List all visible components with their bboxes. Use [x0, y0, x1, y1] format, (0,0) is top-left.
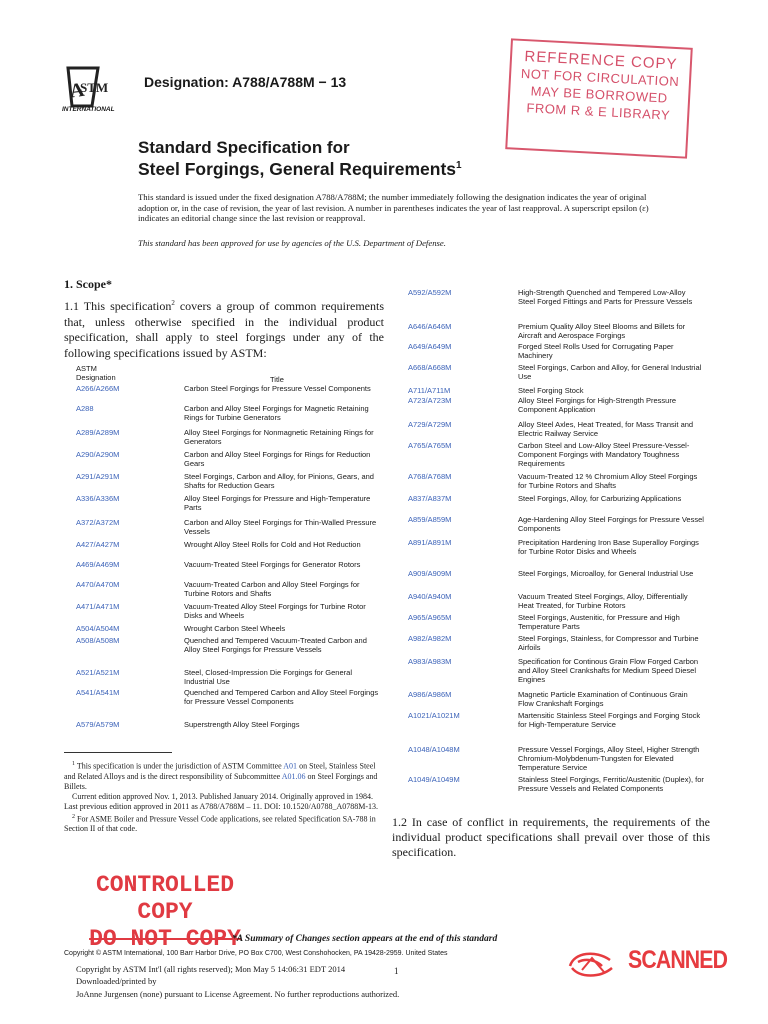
spec-designation-link[interactable]: A940/A940M — [408, 592, 452, 601]
spec-title: Vacuum-Treated Alloy Steel Forgings for Turbine Rotor Disks and Wheels — [184, 602, 366, 620]
spec-designation-link[interactable]: A649/A649M — [408, 342, 452, 351]
spec-title: Superstrength Alloy Steel Forgings — [184, 720, 300, 729]
footnotes — [64, 759, 386, 834]
astm-logo — [62, 62, 140, 118]
spec-designation-link[interactable]: A372/A372M — [76, 518, 120, 527]
spec-title: Steel Forgings, Alloy, for Carburizing Applications — [518, 494, 682, 503]
spec-title: Vacuum-Treated Steel Forgings for Generator Rotors — [184, 560, 361, 569]
spec-designation-link[interactable]: A470/A470M — [76, 580, 120, 589]
spec-title: Premium Quality Alloy Steel Blooms and Billets for Aircraft and Aerospace Forgings — [518, 322, 686, 340]
spec-title: Alloy Steel Forgings for Nonmagnetic Retaining Rings for Generators — [184, 428, 374, 446]
spec-designation-link[interactable]: A1021/A1021M — [408, 711, 460, 720]
spec-title: Steel, Closed-Impression Die Forgings for General Industrial Use — [184, 668, 352, 686]
designation: Designation: A788/A788M − 13 — [144, 74, 347, 90]
spec-title: Specification for Continous Grain Flow Forged Carbon and Alloy Steel Crankshafts for Medium Speed Diesel Engines — [518, 657, 699, 684]
spec-title: Wrought Alloy Steel Rolls for Cold and Hot Reduction — [184, 540, 361, 549]
spec-designation-link[interactable]: A336/A336M — [76, 494, 120, 503]
title-line-1: Standard Specification for — [138, 138, 350, 157]
copyright-line: Copyright © ASTM International, 100 Barr Harbor Drive, PO Box C700, West Conshohocken, PA 19428-2959. United States — [64, 950, 448, 957]
spec-title: High-Strength Quenched and Tempered Low-Alloy Steel Forged Fittings and Parts for Pressure Vessels — [518, 288, 693, 306]
footnote-1: $^1$ This specification is under the jurisdiction of ASTM Committee A01 on Steel, Stainless Steel and Related Alloys and is the direct responsibility of Subcommittee A01.06 on Steel Forgings and Billets. — [64, 761, 378, 791]
spec-title: Wrought Carbon Steel Wheels — [184, 624, 286, 633]
spec-title: Vacuum-Treated Carbon and Alloy Steel Forgings for Turbine Rotors and Shafts — [184, 580, 360, 598]
spec-title: Quenched and Tempered Carbon and Alloy Steel Forgings for Pressure Vessel Components — [184, 688, 379, 706]
spec-designation-link[interactable]: A291/A291M — [76, 472, 120, 481]
spec-title: Steel Forgings, Microalloy, for General Industrial Use — [518, 569, 694, 578]
scanned-stamp-text: SCANNED — [628, 946, 728, 974]
section-heading-scope: 1. Scope* — [64, 277, 112, 291]
spec-title: Alloy Steel Axles, Heat Treated, for Mass Transit and Electric Railway Service — [518, 420, 694, 438]
spec-title: Martensitic Stainless Steel Forgings and Forging Stock for High-Temperature Service — [518, 711, 701, 729]
column-header-line: Designation — [76, 373, 116, 382]
spec-designation-link[interactable]: A668/A668M — [408, 363, 452, 372]
logo-subtitle: INTERNATIONAL — [62, 106, 115, 113]
spec-designation-link[interactable]: A891/A891M — [408, 538, 452, 547]
spec-designation-link[interactable]: A729/A729M — [408, 420, 452, 429]
spec-title: Carbon and Alloy Steel Forgings for Rings for Reduction Gears — [184, 450, 371, 468]
footnote-mark: 2 — [171, 299, 175, 307]
scope-paragraph-1-1 — [64, 296, 384, 361]
spec-title: Carbon and Alloy Steel Forgings for Magnetic Retaining Rings for Turbine Generators — [184, 404, 369, 422]
spec-title: Quenched and Tempered Vacuum-Treated Carbon and Alloy Steel Forgings for Pressure Vessels — [184, 636, 367, 654]
svg-text:A: A — [68, 78, 86, 103]
spec-title: Steel Forgings, Stainless, for Compressor and Turbine Airfoils — [518, 634, 699, 652]
spec-title: Carbon Steel Forgings for Pressure Vessel Components — [184, 384, 371, 393]
spec-designation-link[interactable]: A909/A909M — [408, 569, 452, 578]
spec-designation-link[interactable]: A965/A965M — [408, 613, 452, 622]
stamp-line: DO NOT COPY — [89, 926, 241, 952]
spec-designation-link[interactable]: A986/A986M — [408, 690, 452, 699]
footnote-text: For ASME Boiler and Pressure Vessel Code applications, see related Specification SA-788 in Section II of that code. — [64, 814, 376, 834]
spec-designation-link[interactable]: A266/A266M — [76, 384, 120, 393]
spec-title: Alloy Steel Forgings for High-Strength Pressure Component Application — [518, 396, 676, 414]
scope-paragraph-1-2: 1.2 In case of conflict in requirements, the requirements of the individual product specifications shall prevail over those of this specification. — [392, 815, 710, 859]
spec-designation-link[interactable]: A982/A982M — [408, 634, 452, 643]
footnote-text: This specification is under the jurisdiction of ASTM Committee — [76, 761, 284, 771]
spec-designation-link[interactable]: A983/A983M — [408, 657, 452, 666]
svg-text:STM: STM — [80, 80, 109, 95]
spec-title: Steel Forgings, Carbon and Alloy, for General Industrial Use — [518, 363, 702, 381]
spec-designation-link[interactable]: A427/A427M — [76, 540, 120, 549]
spec-designation-link[interactable]: A579/A579M — [76, 720, 120, 729]
stamp-line: MAY BE BORROWED — [530, 83, 669, 106]
table-column-header-title: Title — [270, 375, 284, 384]
spec-designation-link[interactable]: A768/A768M — [408, 472, 452, 481]
spec-designation-link[interactable]: A521/A521M — [76, 668, 120, 677]
title-line-2 — [138, 159, 462, 180]
summary-of-changes-note: *A Summary of Changes section appears at the end of this standard — [232, 934, 498, 944]
spec-designation-link[interactable]: A504/A504M — [76, 624, 120, 633]
spec-designation-link[interactable]: A508/A508M — [76, 636, 120, 645]
footnote-divider — [64, 752, 172, 753]
spec-designation-link[interactable]: A1049/A1049M — [408, 775, 460, 784]
spec-designation-link[interactable]: A1048/A1048M — [408, 745, 460, 754]
spec-title: Steel Forging Stock — [518, 386, 584, 395]
spec-designation-link[interactable]: A723/A723M — [408, 396, 452, 405]
spec-designation-link[interactable]: A469/A469M — [76, 560, 120, 569]
stamp-line: COPY — [137, 899, 193, 925]
committee-link[interactable]: A01 — [283, 761, 298, 771]
table-column-header-designation — [76, 364, 116, 382]
spec-designation-link[interactable]: A837/A837M — [408, 494, 452, 503]
spec-title: Steel Forgings, Austenitic, for Pressure and High Temperature Parts — [518, 613, 680, 631]
download-info: Downloaded/printed by — [76, 976, 157, 986]
spec-designation-link[interactable]: A288 — [76, 404, 94, 413]
spec-title: Pressure Vessel Forgings, Alloy Steel, Higher Strength Chromium-Molybdenum-Tungsten for Elevated Temperature Service — [518, 745, 700, 772]
download-info: Copyright by ASTM Int'l (all rights reserved); Mon May 5 14:06:31 EDT 2014 — [76, 964, 346, 974]
reference-copy-stamp — [505, 38, 693, 158]
spec-designation-link[interactable]: A592/A592M — [408, 288, 452, 297]
stamp-line: FROM R & E LIBRARY — [526, 100, 671, 123]
stamp-line: CONTROLLED — [95, 872, 235, 898]
footnote-2: $^2$ For ASME Boiler and Pressure Vessel Code applications, see related Specification SA-788 in Section II of that code. — [64, 813, 376, 834]
spec-designation-link[interactable]: A541/A541M — [76, 688, 120, 697]
spec-title: Vacuum Treated Steel Forgings, Alloy, Differentially Heat Treated, for Turbine Rotors — [518, 592, 688, 610]
spec-designation-link[interactable]: A290/A290M — [76, 450, 120, 459]
footnote-text: on Steel, Stainless Steel and Related Alloys and is the direct responsibility of Subcommittee — [64, 761, 376, 781]
scope-text: 1.1 This specification — [64, 299, 172, 313]
spec-title: Carbon Steel and Low-Alloy Steel Pressure-Vessel-Component Forgings with Mandatory Toughness Requirements — [518, 441, 690, 468]
dod-approval-note: This standard has been approved for use by agencies of the U.S. Department of Defense. — [138, 238, 446, 248]
stamp-line: NOT FOR CIRCULATION — [520, 65, 680, 90]
spec-designation-link[interactable]: A859/A859M — [408, 515, 452, 524]
scope-text: covers a group of common requirements that, unless otherwise specified in the individual product specification, shall apply to steel forgings under any of the following specifications issued by ASTM: — [64, 299, 384, 360]
spec-designation-link[interactable]: A646/A646M — [408, 322, 452, 331]
intro-paragraph: This standard is issued under the fixed designation A788/A788M; the number immediately following the designation indicates the year of original adoption or, in the case of revision, the year of last revision. A number in parentheses indicates the year of last reapproval. A superscript epsilon (ε) indicates an editorial change since the last revision or reapproval. — [138, 192, 649, 223]
spec-title: Precipitation Hardening Iron Base Superalloy Forgings for Turbine Rotor Disks and Wheels — [518, 538, 699, 556]
spec-title: Steel Forgings, Carbon and Alloy, for Pinions, Gears, and Shafts for Reduction Gears — [184, 472, 374, 490]
title-footnote-mark: 1 — [456, 160, 462, 172]
license-notice: JoAnne Jurgensen (none) pursuant to License Agreement. No further reproductions authorized. — [76, 989, 400, 999]
page-number: 1 — [394, 966, 399, 976]
spec-title: Vacuum-Treated 12 % Chromium Alloy Steel Forgings for Turbine Rotors and Shafts — [518, 472, 698, 490]
spec-designation-link[interactable]: A711/A711M — [408, 386, 451, 395]
spec-title: Magnetic Particle Examination of Continuous Grain Flow Crankshaft Forgings — [518, 690, 688, 708]
spec-title: Age-Hardening Alloy Steel Forgings for Pressure Vessel Components — [518, 515, 704, 533]
spec-title: Stainless Steel Forgings, Ferritic/Austenitic (Duplex), for Pressure Vessels and Related Components — [518, 775, 704, 793]
stamp-line: REFERENCE COPY — [524, 48, 678, 74]
subcommittee-link[interactable]: A01.06 — [281, 771, 306, 781]
column-header-line: ASTM — [76, 364, 97, 373]
spec-designation-link[interactable]: A289/A289M — [76, 428, 120, 437]
spec-title: Alloy Steel Forgings for Pressure and High-Temperature Parts — [184, 494, 371, 512]
footnote-1-edition: Current edition approved Nov. 1, 2013. Published January 2014. Originally approved in 1984. Last previous edition approved in 2011 as A788/A788M – 11. DOI: 10.1520/A0788_A0788M-13. — [64, 791, 379, 811]
spec-title: Forged Steel Rolls Used for Corrugating Paper Machinery — [518, 342, 674, 360]
spec-designation-link[interactable]: A471/A471M — [76, 602, 120, 611]
footnote-text: on Steel Forgings and Billets. — [64, 771, 378, 791]
spec-designation-link[interactable]: A765/A765M — [408, 441, 452, 450]
spec-title: Carbon and Alloy Steel Forgings for Thin-Walled Pressure Vessels — [184, 518, 377, 536]
title-text: Steel Forgings, General Requirements — [138, 159, 456, 179]
